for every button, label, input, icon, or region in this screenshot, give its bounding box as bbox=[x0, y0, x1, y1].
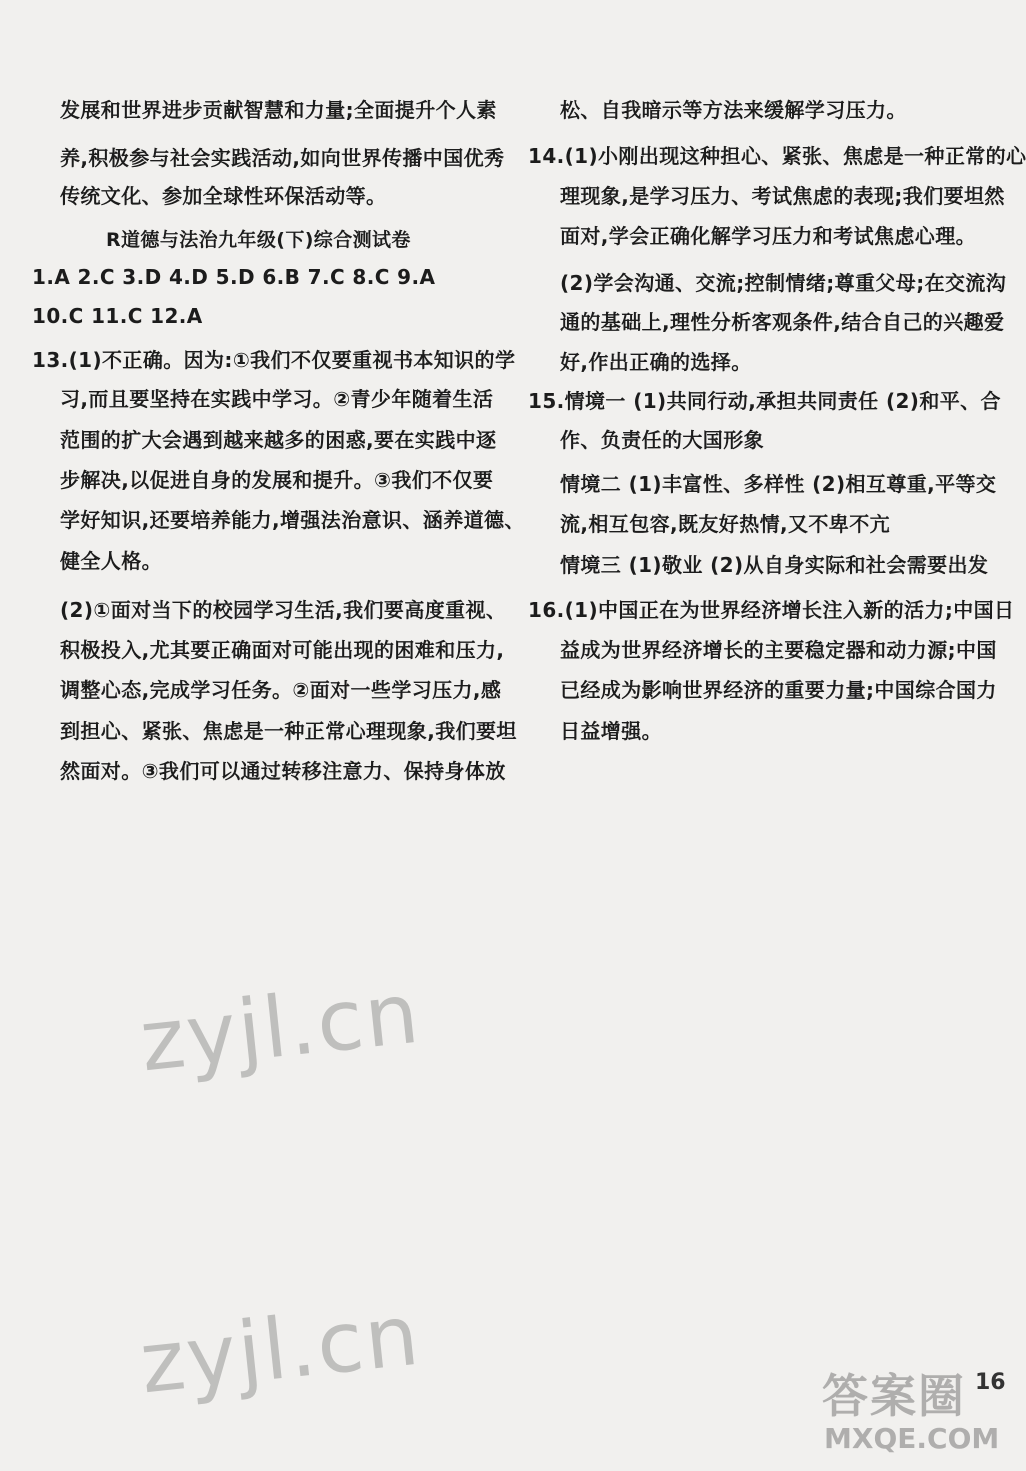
left-line-10: 步解决,以促进自身的发展和提升。③我们不仅要 bbox=[60, 468, 494, 492]
left-line-6: 10.C 11.C 12.A bbox=[32, 304, 203, 328]
left-line-12: 健全人格。 bbox=[60, 549, 162, 573]
right-line-11: 流,相互包容,既友好热情,又不卑不亢 bbox=[560, 512, 890, 536]
left-line-8: 习,而且要坚持在实践中学习。②青少年随着生活 bbox=[60, 387, 494, 411]
right-line-12: 情境三 (1)敬业 (2)从自身实际和社会需要出发 bbox=[560, 553, 989, 577]
right-line-2: 14.(1)小刚出现这种担心、紧张、焦虑是一种正常的心 bbox=[528, 144, 1026, 168]
corner-logo: 答案圈 bbox=[822, 1369, 966, 1423]
left-line-3: 传统文化、参加全球性环保活动等。 bbox=[60, 184, 387, 208]
left-line-5: 1.A 2.C 3.D 4.D 5.D 6.B 7.C 8.C 9.A bbox=[32, 265, 436, 289]
left-line-9: 范围的扩大会遇到越来越多的困惑,要在实践中逐 bbox=[60, 428, 497, 452]
right-line-16: 日益增强。 bbox=[560, 719, 662, 743]
right-line-7: 好,作出正确的选择。 bbox=[560, 350, 752, 374]
right-line-9: 作、负责任的大国形象 bbox=[560, 428, 764, 452]
right-line-4: 面对,学会正确化解学习压力和考试焦虑心理。 bbox=[560, 224, 976, 248]
right-line-14: 益成为世界经济增长的主要稳定器和动力源;中国 bbox=[560, 638, 997, 662]
left-line-16: 到担心、紧张、焦虑是一种正常心理现象,我们要坦 bbox=[60, 719, 517, 743]
watermark-top: zyjl.cn bbox=[135, 963, 425, 1091]
left-line-1: 发展和世界进步贡献智慧和力量;全面提升个人素 bbox=[60, 98, 497, 122]
section-heading: R道德与法治九年级(下)综合测试卷 bbox=[106, 229, 411, 251]
right-line-13: 16.(1)中国正在为世界经济增长注入新的活力;中国日 bbox=[528, 598, 1015, 622]
right-line-15: 已经成为影响世界经济的重要力量;中国综合国力 bbox=[560, 678, 997, 702]
left-line-2: 养,积极参与社会实践活动,如向世界传播中国优秀 bbox=[60, 146, 505, 170]
left-line-11: 学好知识,还要培养能力,增强法治意识、涵养道德、 bbox=[60, 508, 525, 532]
left-line-7: 13.(1)不正确。因为:①我们不仅要重视书本知识的学 bbox=[32, 348, 516, 372]
left-line-13: (2)①面对当下的校园学习生活,我们要高度重视、 bbox=[60, 598, 507, 622]
left-line-17: 然面对。③我们可以通过转移注意力、保持身体放 bbox=[60, 759, 506, 783]
right-line-5: (2)学会沟通、交流;控制情绪;尊重父母;在交流沟 bbox=[560, 271, 1007, 295]
corner-watermark bbox=[820, 1358, 1000, 1471]
page-number: 16 bbox=[975, 1370, 1006, 1395]
right-line-6: 通的基础上,理性分析客观条件,结合自己的兴趣爱 bbox=[560, 310, 1005, 334]
right-line-10: 情境二 (1)丰富性、多样性 (2)相互尊重,平等交 bbox=[560, 472, 997, 496]
left-line-14: 积极投入,尤其要正确面对可能出现的困难和压力, bbox=[60, 638, 505, 662]
right-line-1: 松、自我暗示等方法来缓解学习压力。 bbox=[560, 98, 907, 122]
right-line-8: 15.情境一 (1)共同行动,承担共同责任 (2)和平、合 bbox=[528, 389, 1001, 413]
corner-url: MXQE.COM bbox=[824, 1422, 1000, 1455]
left-line-15: 调整心态,完成学习任务。②面对一些学习压力,感 bbox=[60, 678, 502, 702]
right-line-3: 理现象,是学习压力、考试焦虑的表现;我们要坦然 bbox=[560, 184, 1005, 208]
watermark-bottom: zyjl.cn bbox=[135, 1285, 425, 1413]
